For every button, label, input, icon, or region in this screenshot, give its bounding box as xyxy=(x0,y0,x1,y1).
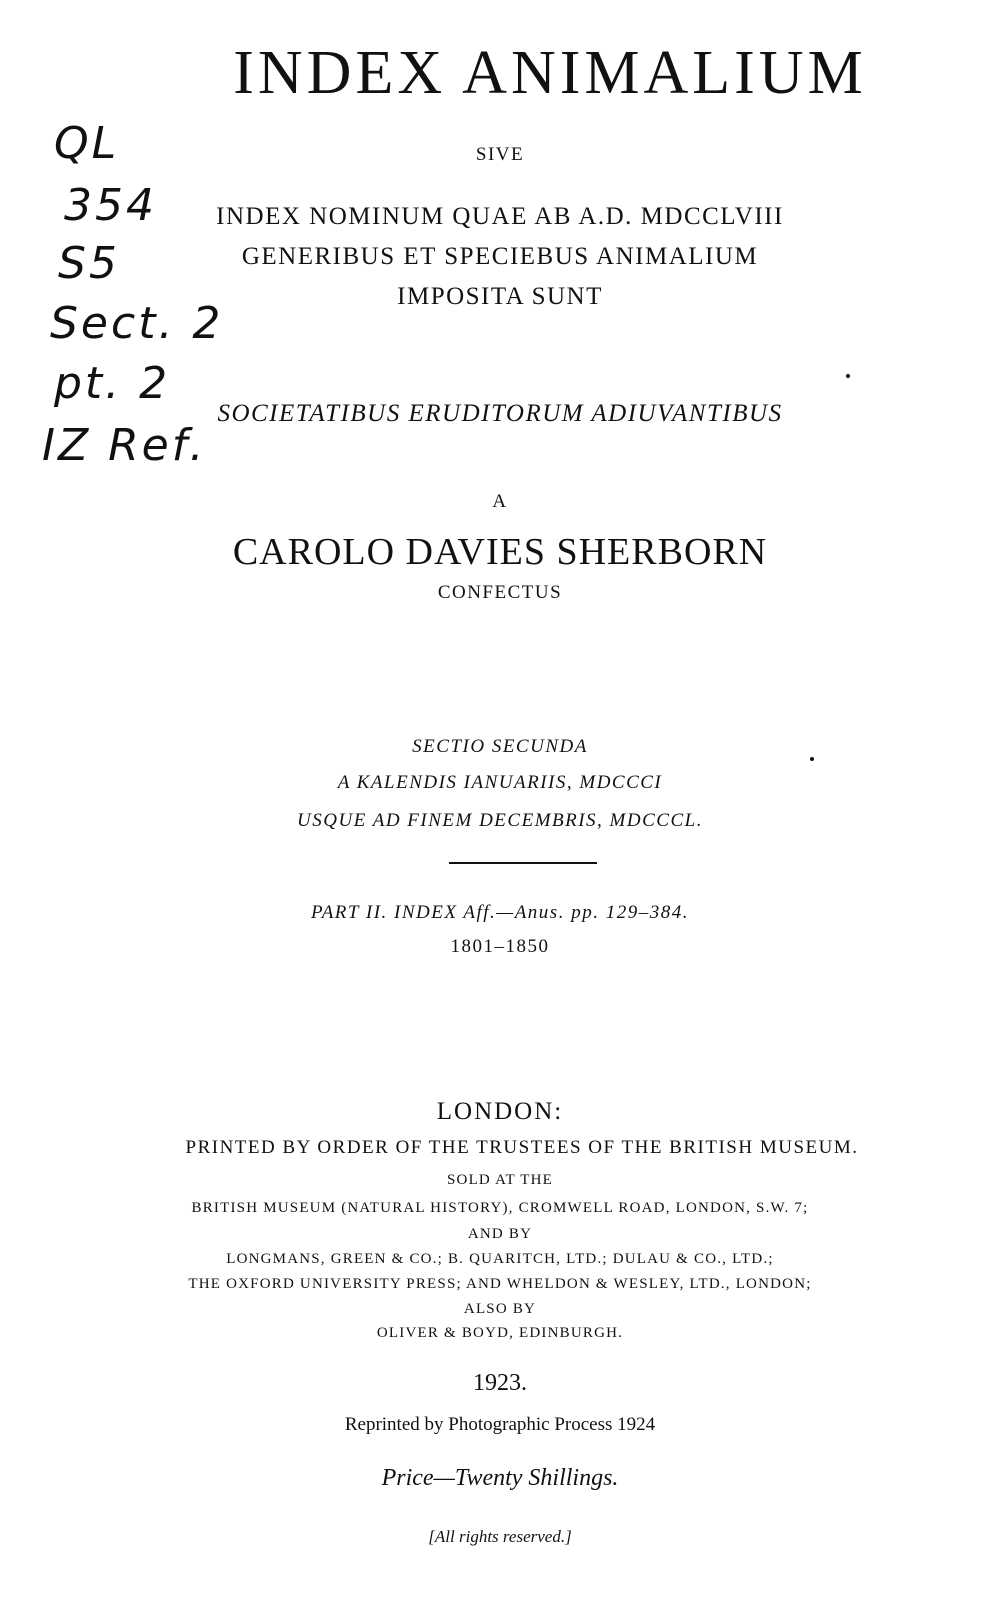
price-line: Price—Twenty Shillings. xyxy=(381,1465,619,1491)
and-by-line: AND BY xyxy=(467,1226,533,1242)
scan-speck xyxy=(846,374,850,378)
call-number-line-3: S5 xyxy=(58,238,120,289)
sellers-line-2: THE OXFORD UNIVERSITY PRESS; AND WHELDON & WESLEY, LTD., LONDON; xyxy=(188,1276,812,1292)
subtitle-line-1: INDEX NOMINUM QUAE AB A.D. MDCCLVIII xyxy=(216,203,784,230)
call-number-line-4: Sect. 2 xyxy=(50,298,224,349)
reprinted-line: Reprinted by Photographic Process 1924 xyxy=(344,1414,656,1435)
sectio-line-2: A KALENDIS IANUARIIS, MDCCCI xyxy=(337,772,663,793)
societatibus-line: SOCIETATIBUS ERUDITORUM ADIUVANTIBUS xyxy=(217,400,783,427)
sive-label: SIVE xyxy=(475,144,525,165)
sectio-line-3: USQUE AD FINEM DECEMBRIS, MDCCCL. xyxy=(297,810,703,831)
confectus-label: CONFECTUS xyxy=(437,582,563,603)
sold-at-line: SOLD AT THE xyxy=(447,1172,553,1188)
part-line: PART II. INDEX Aff.—Anus. pp. 129–384. xyxy=(311,902,689,923)
scan-speck xyxy=(810,757,814,761)
museum-address-line: BRITISH MUSEUM (NATURAL HISTORY), CROMWELL ROAD, LONDON, S.W. 7; xyxy=(191,1200,809,1216)
printed-by-line: PRINTED BY ORDER OF THE TRUSTEES OF THE BRITISH MUSEUM. xyxy=(185,1137,859,1158)
subtitle-line-2: GENERIBUS ET SPECIEBUS ANIMALIUM xyxy=(241,243,759,270)
divider-rule xyxy=(449,862,597,864)
sellers-line-1: LONGMANS, GREEN & CO.; B. QUARITCH, LTD.; DULAU & CO., LTD.; xyxy=(226,1251,774,1267)
page-title: INDEX ANIMALIUM xyxy=(233,39,867,107)
sellers-line-3: OLIVER & BOYD, EDINBURGH. xyxy=(376,1325,624,1341)
publication-year: 1923. xyxy=(473,1370,527,1396)
call-number-line-1: QL xyxy=(54,118,120,169)
sectio-line-1: SECTIO SECUNDA xyxy=(412,736,588,757)
subtitle-line-3: IMPOSITA SUNT xyxy=(397,283,603,310)
years-line: 1801–1850 xyxy=(450,936,550,957)
call-number-line-2: 354 xyxy=(64,180,157,231)
call-number-line-6: IZ Ref. xyxy=(42,420,207,471)
london-label: LONDON: xyxy=(436,1098,564,1125)
author-name: CAROLO DAVIES SHERBORN xyxy=(232,531,768,573)
also-by-line: ALSO BY xyxy=(463,1301,537,1317)
rights-line: [All rights reserved.] xyxy=(428,1527,572,1546)
a-label: A xyxy=(492,491,508,512)
call-number-line-5: pt. 2 xyxy=(54,358,171,409)
